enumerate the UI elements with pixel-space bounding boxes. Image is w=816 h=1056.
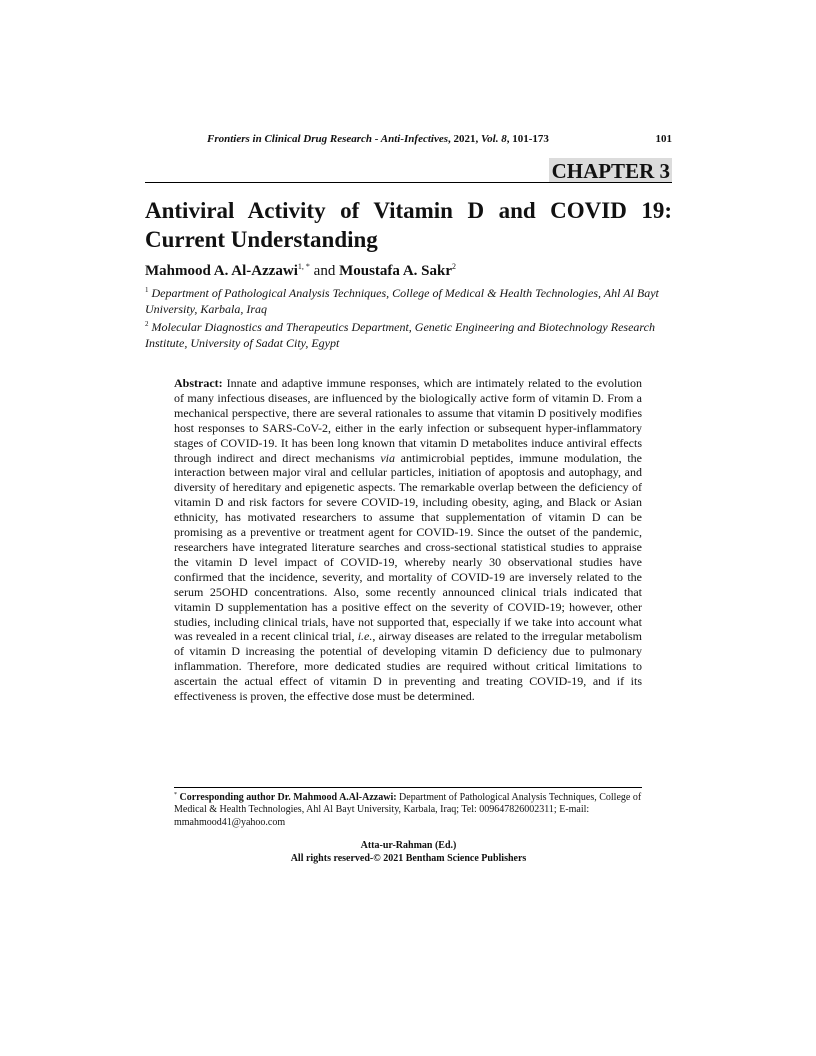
abstract — [174, 376, 642, 704]
journal-name: Frontiers in Clinical Drug Research - Anti-Infectives — [207, 133, 449, 145]
article-title: Antiviral Activity of Vitamin D and COVID 19: Current Understanding — [145, 198, 672, 252]
journal-volume: Vol. 8 — [481, 133, 507, 145]
author-2-affil-marker: 2 — [452, 262, 457, 271]
journal-year: , 2021, — [448, 133, 482, 145]
footnote-text: Department of Pathological Analysis Techniques, College of Medical & Health Technologies, Ahl Al Bayt University, Karbala, Iraq; Tel: 009647826002311; E-mail: mmahmood41@yahoo.com — [174, 792, 642, 828]
abstract-text-2: antimicrobial peptides, immune modulation, the interaction between major viral and cellular particles, initiation of apoptosis and autophagy, and diversity of hereditary and epigenetic aspects. The remarkable overlap between the deficiency of vitamin D and risk factors for severe COVID-19, including obesity, aging, and Black or Asian ethnicity, has motivated researchers to assume that supplementation of vitamin D can be promising as a preventive or treatment agent for COVID-19. Since the outset of the pandemic, researchers have integrated literature searches and cross-sectional statistical studies to appraise the vitamin D level impact of COVID-19, whereby nearly 30 observational studies have confirmed that the incidence, severity, and mortality of COVID-19 are inversely related to the serum 25OHD concentrations. Also, some recently announced clinical trials indicated that vitamin D supplementation has a positive effect on the severity of COVID-19; however, other studies, including clinical trials, have not supported that, especially if we take into account what was revealed in a recent clinical trial, — [174, 450, 642, 644]
affiliation-1-number: 1 — [145, 286, 149, 294]
abstract-via: via — [380, 450, 395, 465]
journal-pages: , 101-173 — [506, 133, 549, 145]
abstract-ie: i.e. — [357, 629, 373, 644]
author-conjunction: and — [309, 263, 340, 279]
affiliation-2 — [145, 320, 672, 351]
affiliation-2-text: Molecular Diagnostics and Therapeutics Department, Genetic Engineering and Biotechnology Research Institute, University of Sadat City, Egypt — [145, 320, 655, 350]
affiliation-1-text: Department of Pathological Analysis Techniques, College of Medical & Health Technologies, Ahl Al Bayt University, Karbala, Iraq — [145, 286, 659, 316]
abstract-label: Abstract: — [174, 376, 223, 390]
author-line — [145, 262, 672, 280]
footnote-label: Corresponding author Dr. Mahmood A.Al-Azzawi: — [179, 792, 397, 803]
affiliation-1 — [145, 286, 672, 317]
affiliation-2-number: 2 — [145, 320, 149, 328]
chapter-rule — [145, 182, 672, 183]
footnote-rule — [174, 787, 642, 788]
corresponding-author-footnote — [174, 792, 644, 829]
footnote-marker: * — [174, 792, 177, 798]
copyright-line: All rights reserved-© 2021 Bentham Science Publishers — [290, 852, 527, 864]
chapter-label: CHAPTER 3 — [549, 158, 672, 183]
author-2: Moustafa A. Sakr — [339, 263, 453, 279]
author-1: Mahmood A. Al-Azzawi — [145, 263, 298, 279]
abstract-text-3: , airway diseases are related to the irregular metabolism of vitamin D increasing the potential of developing vitamin D deficiency due to pulmonary inflammation. Therefore, more dedicated studies are required without critical limitations to ascertain the actual effect of vitamin D in preventing and treating COVID-19, and if its effectiveness is proven, the effective dose must be determined. — [174, 629, 643, 704]
journal-citation — [207, 133, 549, 145]
editor-name: Atta-ur-Rahman (Ed.) — [360, 840, 457, 851]
page-number: 101 — [655, 133, 672, 145]
editor-block — [145, 840, 672, 865]
author-1-affil-marker: 1, * — [297, 262, 310, 271]
abstract-text-1: Innate and adaptive immune responses, which are intimately related to the evolution of many infectious diseases, are influenced by the biologically active form of vitamin D. From a mechanical perspective, there are several rationales to assume that vitamin D positively modifies host responses to SARS-CoV-2, either in the early infection or subsequent hyper-inflammatory stages of COVID-19. It has been long known that vitamin D metabolites induce antiviral effects through indirect and direct mechanisms — [174, 376, 642, 465]
